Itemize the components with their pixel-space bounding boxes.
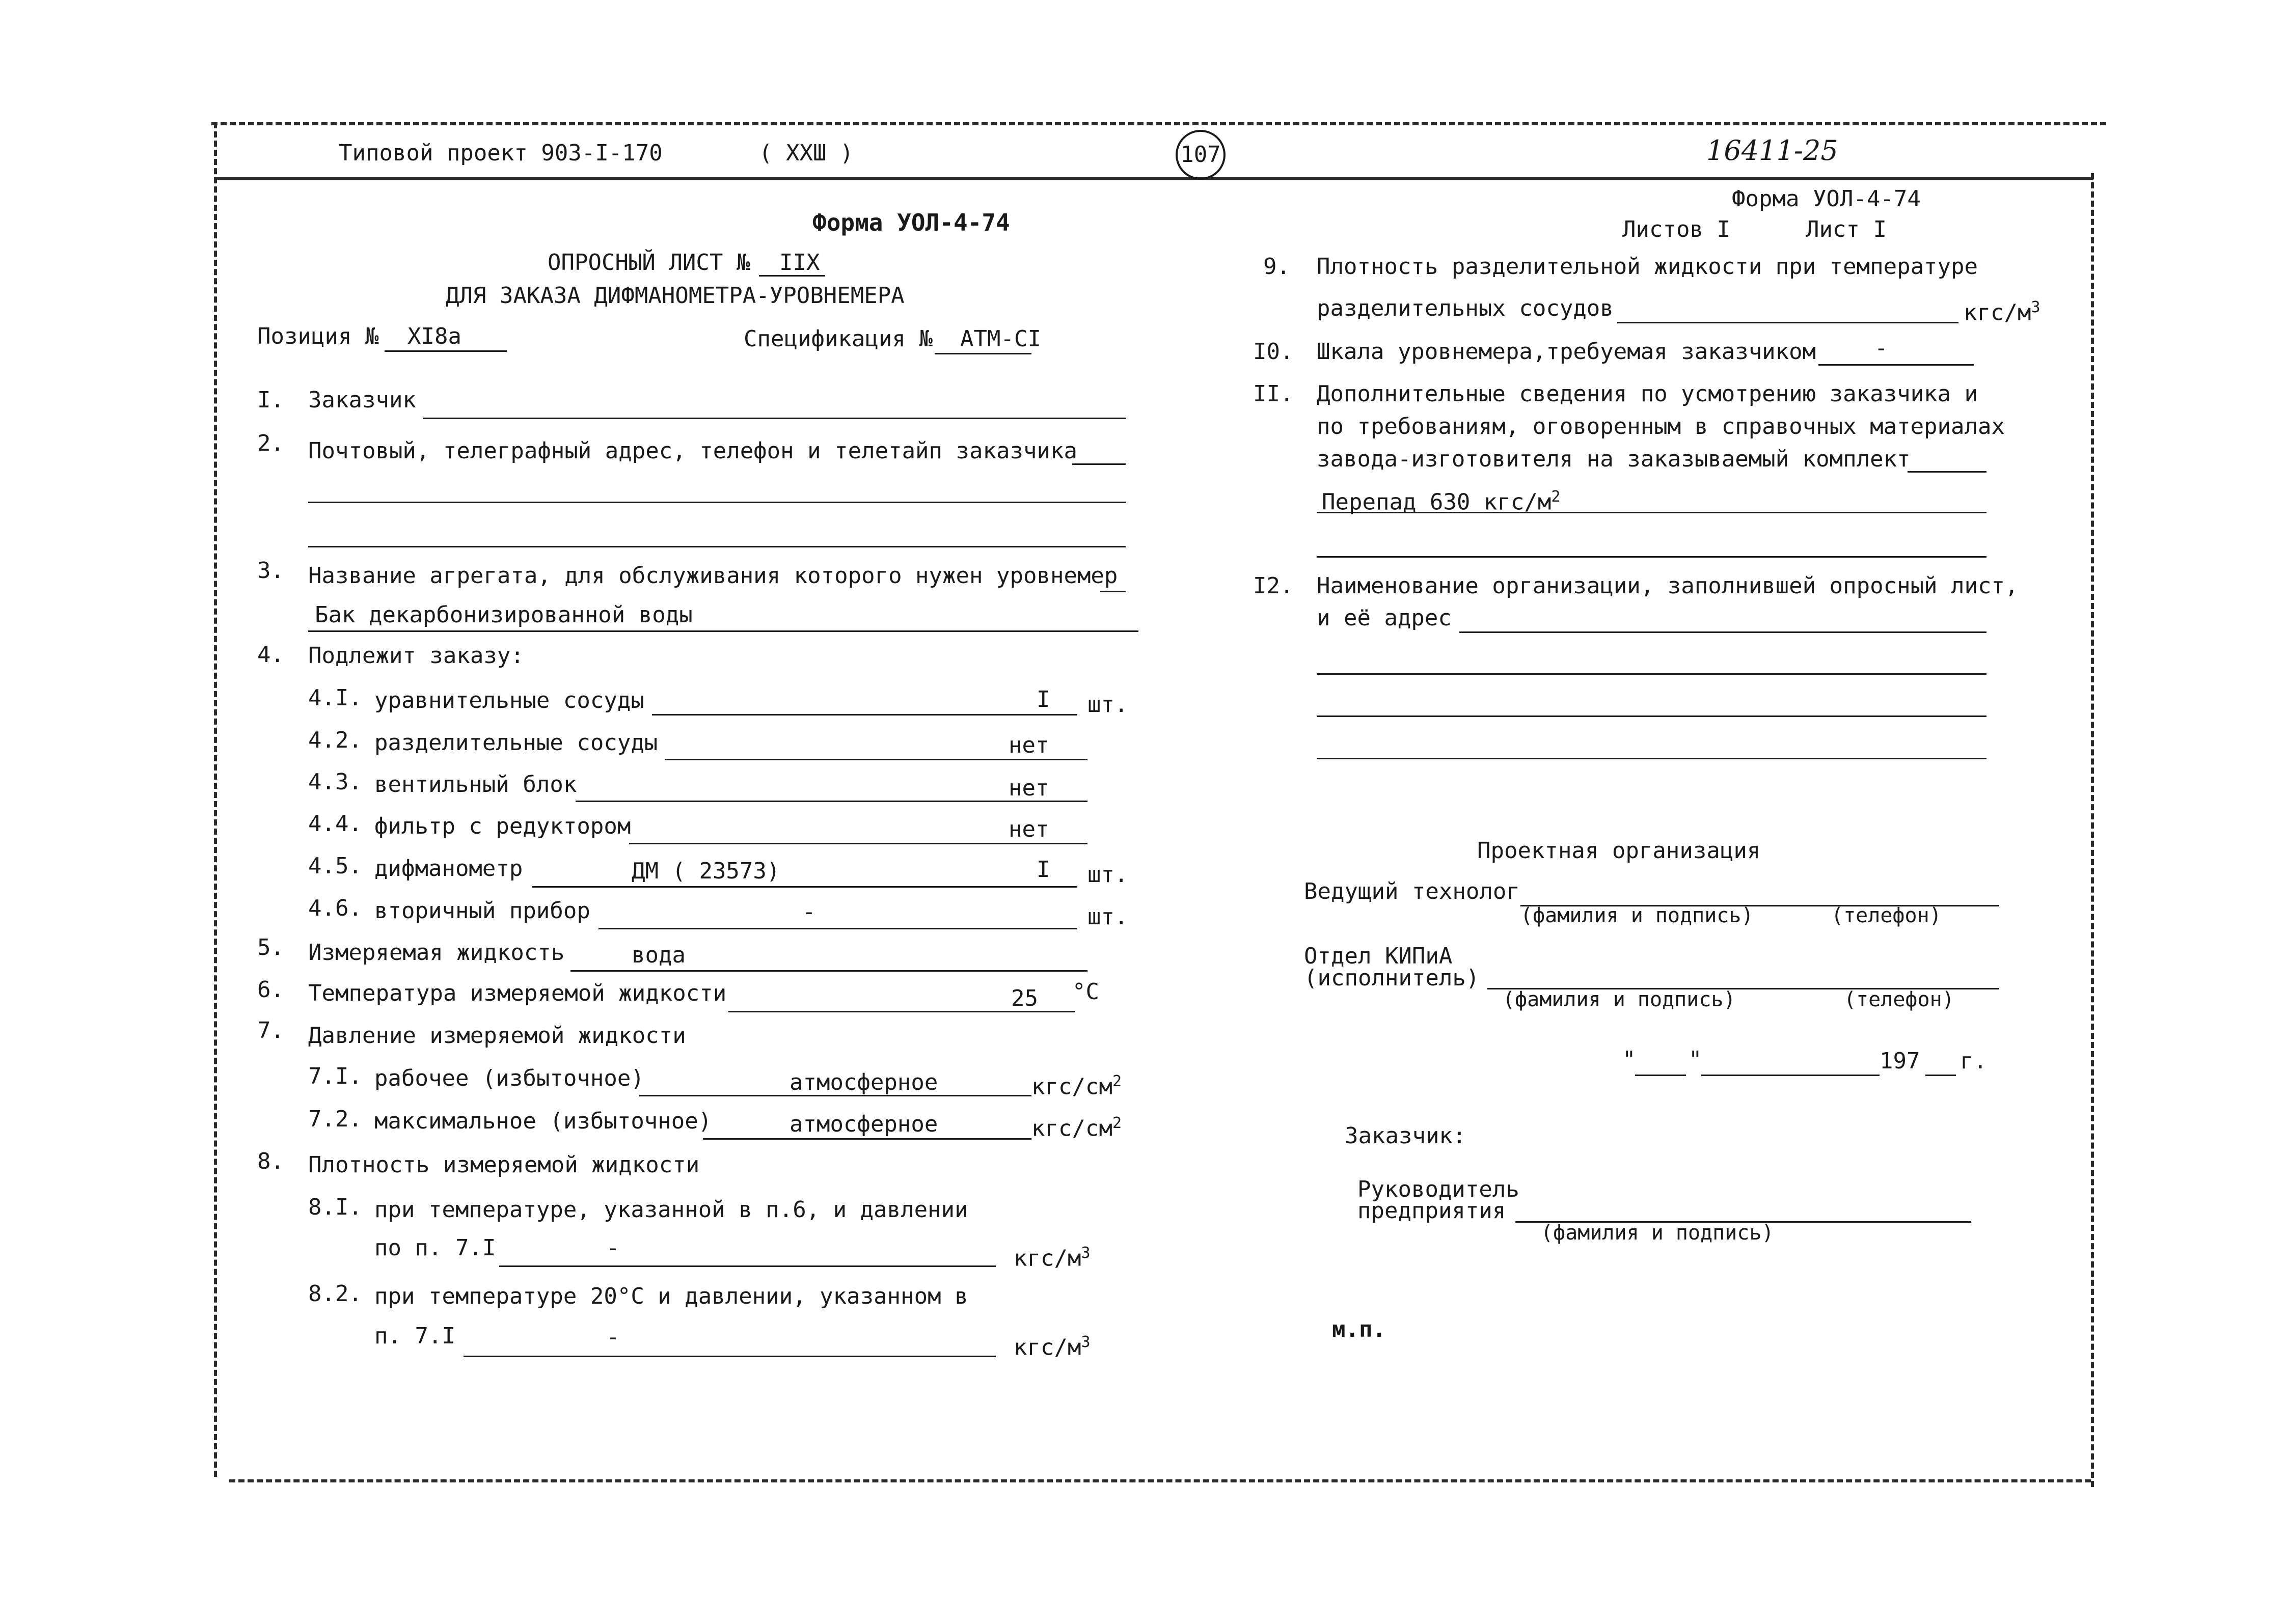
- left-title2: ДЛЯ ЗАКАЗА ДИФМАНОМЕТРА-УРОВНЕМЕРА: [446, 283, 905, 309]
- dept-sig-caption: (фамилия и подпись): [1503, 988, 1736, 1011]
- doc-code: 16411-25: [1706, 134, 1838, 167]
- item9-unit-text: кгс/м: [1964, 299, 2031, 326]
- item43-value: нет: [1009, 775, 1049, 801]
- item45-value: I: [1037, 857, 1050, 883]
- right-sheets: Листов I: [1622, 216, 1730, 242]
- item1-line: [423, 418, 1126, 419]
- head-sig-caption: (фамилия и подпись): [1541, 1221, 1774, 1245]
- item82-number: 8.2.: [308, 1281, 362, 1307]
- enterprise-label: предприятия: [1357, 1198, 1506, 1224]
- item43-label: вентильный блок: [374, 772, 577, 797]
- item72-value: атмосферное: [790, 1111, 938, 1137]
- sheet-no-underline: [759, 275, 825, 277]
- item46-line: [598, 928, 1077, 929]
- date-year: 197: [1880, 1048, 1920, 1074]
- position-underline: [385, 350, 507, 352]
- customer-label: Заказчик:: [1345, 1123, 1466, 1149]
- item45-model: ДМ ( 23573): [632, 858, 780, 884]
- item72-unit-text: кгс/см: [1031, 1115, 1112, 1142]
- item9-number: 9.: [1263, 254, 1290, 280]
- volume-label: ( XXШ ): [759, 140, 854, 166]
- item12-line-c: [1317, 715, 1986, 717]
- item10-number: I0.: [1253, 339, 1294, 365]
- item2-line-b: [308, 502, 1126, 503]
- item42-line: [665, 759, 1087, 760]
- item3-line-b: [308, 630, 1138, 632]
- item5-line: [570, 970, 1087, 972]
- item9-unit: [1964, 294, 2040, 326]
- item3-line-a: [1100, 591, 1126, 592]
- item12-line-d: [1317, 758, 1986, 759]
- item4-number: 4.: [257, 642, 284, 668]
- item2-line-a: [1072, 463, 1126, 465]
- executor-label: (исполнитель): [1304, 965, 1480, 991]
- frame-left: [214, 122, 217, 1477]
- date-quote-open: ": [1622, 1047, 1636, 1072]
- item8-label: Плотность измеряемой жидкости: [308, 1152, 700, 1178]
- item46-value: -: [802, 899, 816, 925]
- item12-line-a: [1459, 631, 1986, 633]
- design-org-title: Проектная организация: [1477, 838, 1761, 864]
- project-label: Типовой проект 903-I-170: [339, 140, 663, 166]
- item71-unit: [1031, 1068, 1122, 1100]
- item81-number: 8.I.: [308, 1194, 362, 1220]
- item72-unit: [1031, 1110, 1122, 1142]
- frame-right: [2091, 173, 2094, 1487]
- item8-number: 8.: [257, 1148, 284, 1174]
- item71-unit-sup: 2: [1112, 1072, 1122, 1090]
- item7-number: 7.: [257, 1017, 284, 1043]
- item3-number: 3.: [257, 558, 284, 584]
- item41-value: I: [1037, 686, 1050, 712]
- lead-tech-label: Ведущий технолог: [1304, 878, 1520, 904]
- date-day-line: [1635, 1075, 1686, 1076]
- item42-number: 4.2.: [308, 727, 362, 753]
- item45-line: [532, 886, 1077, 888]
- item4-label: Подлежит заказу:: [308, 643, 524, 669]
- item41-label: уравнительные сосуды: [374, 687, 644, 713]
- left-sheet-no: IIX: [779, 250, 820, 276]
- date-month-line: [1701, 1075, 1880, 1076]
- item5-label: Измеряемая жидкость: [308, 940, 565, 966]
- page-number: [1176, 130, 1226, 180]
- item72-unit-sup: 2: [1112, 1114, 1122, 1132]
- item11-line-a: [1908, 471, 1986, 473]
- spec-label: Спецификация №: [744, 326, 933, 352]
- item9-line: [1617, 322, 1958, 323]
- right-sheet: Лист I: [1806, 216, 1887, 242]
- lead-tech-phone-caption: (телефон): [1831, 904, 1942, 927]
- item12-label2: и её адрес: [1317, 605, 1452, 631]
- item3-label: Название агрегата, для обслуживания которого нужен уровнемер: [308, 563, 1118, 589]
- item72-line: [703, 1138, 1031, 1140]
- item81-unit: [1014, 1240, 1091, 1272]
- item2-line-c: [308, 546, 1126, 547]
- item82-unit-text: кгс/м: [1014, 1334, 1081, 1361]
- dept-phone-caption: (телефон): [1844, 988, 1954, 1011]
- item6-unit: °С: [1072, 979, 1099, 1005]
- page-number-text: 107: [1180, 142, 1221, 168]
- item82-label: при температуре 20°С и давлении, указанном в: [374, 1283, 968, 1309]
- item11-value-sup: 2: [1551, 488, 1561, 506]
- spec-underline: [935, 353, 1031, 354]
- item10-label: Шкала уровнемера,требуемая заказчиком: [1317, 339, 1816, 365]
- item71-number: 7.I.: [308, 1063, 362, 1089]
- item72-number: 7.2.: [308, 1106, 362, 1132]
- item81-label: при температуре, указанной в п.6, и давлении: [374, 1197, 968, 1223]
- item44-number: 4.4.: [308, 811, 362, 837]
- item9-label2: разделительных сосудов: [1317, 295, 1614, 321]
- item81-line: [499, 1265, 996, 1267]
- item71-unit-text: кгс/см: [1031, 1074, 1112, 1100]
- item81-unit-sup: 3: [1081, 1244, 1091, 1262]
- item82-value: -: [606, 1324, 620, 1350]
- item11-label2: по требованиям, оговоренным в справочных материалах: [1317, 414, 2005, 439]
- item46-number: 4.6.: [308, 895, 362, 921]
- item81-unit-text: кгс/м: [1014, 1245, 1081, 1272]
- item12-number: I2.: [1253, 573, 1294, 599]
- item6-value: 25: [1011, 985, 1038, 1011]
- item11-line-c: [1317, 556, 1986, 558]
- item2-number: 2.: [257, 430, 284, 456]
- item81-value: -: [606, 1235, 620, 1261]
- item44-value: нет: [1009, 816, 1049, 842]
- spec-value: АТМ-СI: [960, 326, 1041, 352]
- item5-number: 5.: [257, 934, 284, 960]
- item45-unit: шт.: [1087, 862, 1128, 888]
- date-year-suffix: г.: [1960, 1048, 1987, 1074]
- item11-value-text: Перепад 630 кгс/м: [1322, 489, 1552, 515]
- item10-line: [1818, 364, 1974, 366]
- item2-label: Почтовый, телеграфный адрес, телефон и телетайп заказчика: [308, 438, 1077, 464]
- item44-label: фильтр с редуктором: [374, 813, 631, 839]
- item46-unit: шт.: [1087, 904, 1128, 930]
- item11-value: [1322, 484, 1560, 516]
- left-title1: ОПРОСНЫЙ ЛИСТ №: [548, 250, 750, 276]
- dept-label: Отдел КИПиА: [1304, 943, 1453, 969]
- item1-label: Заказчик: [308, 387, 416, 413]
- frame-top: [211, 122, 2106, 125]
- item82-unit-sup: 3: [1081, 1333, 1091, 1351]
- item42-value: нет: [1009, 732, 1049, 758]
- item82-line: [464, 1356, 996, 1357]
- frame-bottom: [229, 1479, 2091, 1482]
- item5-value: вода: [632, 942, 686, 968]
- item82-label2: п. 7.I: [374, 1323, 455, 1349]
- stamp-label: м.п.: [1332, 1316, 1386, 1342]
- item11-label: Дополнительные сведения по усмотрению заказчика и: [1317, 381, 1978, 407]
- frame-top-solid: [214, 177, 2093, 180]
- item41-number: 4.I.: [308, 685, 362, 711]
- item7-label: Давление измеряемой жидкости: [308, 1023, 686, 1049]
- date-year-line: [1925, 1075, 1956, 1076]
- item45-label: дифманометр: [374, 856, 523, 882]
- item12-line-b: [1317, 673, 1986, 675]
- item11-label3: завода-изготовителя на заказываемый комплект: [1317, 446, 1911, 472]
- date-quote-close: ": [1689, 1047, 1702, 1072]
- item1-number: I.: [257, 387, 284, 413]
- lead-tech-sig-caption: (фамилия и подпись): [1520, 904, 1754, 927]
- item10-value: -: [1874, 335, 1888, 361]
- item43-number: 4.3.: [308, 769, 362, 795]
- item6-label: Температура измеряемой жидкости: [308, 980, 727, 1006]
- item71-value: атмосферное: [790, 1069, 938, 1095]
- item82-unit: [1014, 1329, 1091, 1361]
- head-label: Руководитель: [1357, 1176, 1519, 1202]
- item9-label: Плотность разделительной жидкости при температуре: [1317, 254, 1978, 280]
- item9-unit-sup: 3: [2031, 298, 2040, 316]
- item45-number: 4.5.: [308, 853, 362, 879]
- item42-label: разделительные сосуды: [374, 730, 658, 756]
- item41-unit: шт.: [1087, 692, 1128, 718]
- position-label: Позиция №: [257, 323, 379, 349]
- item3-value: Бак декарбонизированной воды: [315, 602, 693, 628]
- item12-label: Наименование организации, заполнившей опросный лист,: [1317, 573, 2019, 599]
- item44-line: [629, 843, 1087, 844]
- item11-number: II.: [1253, 381, 1294, 407]
- item6-number: 6.: [257, 977, 284, 1003]
- position-value: XI8а: [407, 323, 461, 349]
- item46-label: вторичный прибор: [374, 898, 590, 924]
- item81-label2: по п. 7.I: [374, 1235, 496, 1261]
- left-form-code: Форма УОЛ-4-74: [812, 209, 1010, 236]
- item72-label: максимальное (избыточное): [374, 1108, 712, 1134]
- item11-line-b: [1317, 512, 1986, 513]
- item71-label: рабочее (избыточное): [374, 1065, 644, 1091]
- item41-line: [652, 714, 1077, 715]
- right-form-code: Форма УОЛ-4-74: [1732, 186, 1921, 212]
